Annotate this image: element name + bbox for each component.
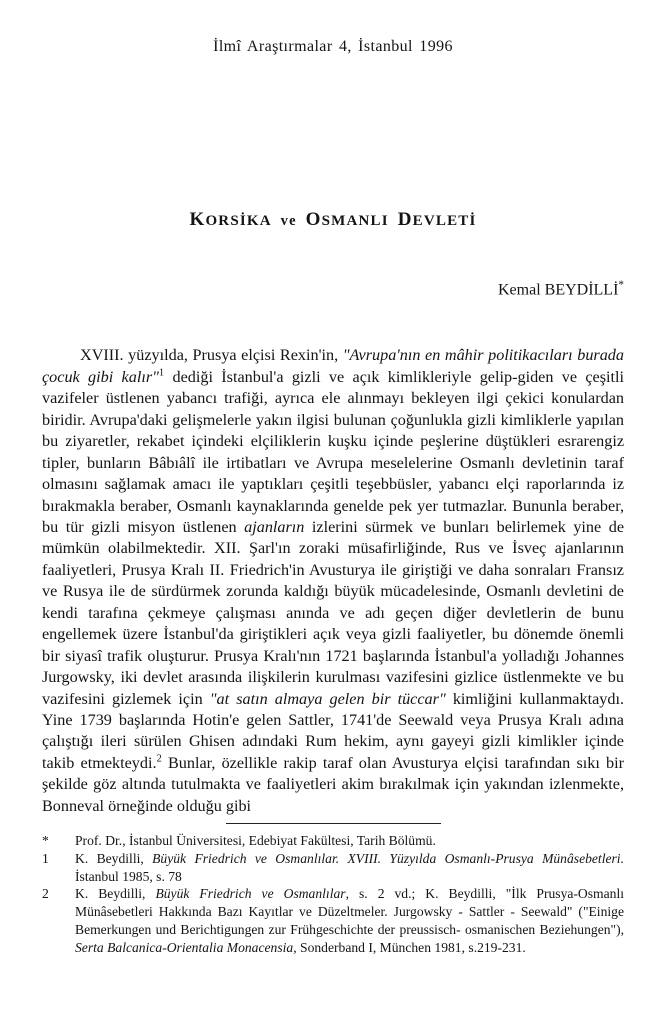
body-paragraph: XVIII. yüzyılda, Prusya elçisi Rexin'in, "Avrupa'nın en mâhir politikacıları burada çocuk gibi kalır"$^1$ dediği İstanbul'a gizli ve açık kimlikleriyle gelip-giden ve çeşitli vazifeler üstlenen yabancı trafiği, ayrıca ele alınmayı bekleyen ilgi çekici konulardan biridir. Avrupa'daki gelişmelerle yakın ilgisi bulunan çoğunlukla gizli kimliklerle yapılan bu ziyaretler, rekabet içindeki elçiliklerin kuşku içinde peşlerine düştükleri esrarengiz tipler, bunların Bâbıâlî ile irtibatları ve Avrupa meselelerine Osmanlı devletinin taraf olmasını sağlamak amacı ile yaptıkları çeşitli teşebbüsler, yabancı elçi raporlarında iz bırakmakla beraber, Osmanlı kaynaklarında genelde pek yer tutmazlar. Bununla beraber, bu tür gizli misyon üstlenen ajanların izlerini sürmek ve bunları belirlemek yine de mümkün olabilmektedir. XII. Şarl'ın zoraki müsafirliğinde, Rus ve İsveç ajanlarının faaliyetleri, Prusya Kralı II. Friedrich'in Avusturya ile giriştiği ve daha sonraları Fransız ve Rusya ile de sürdürmek zorunda kaldığı büyük mücadelesinde, Osmanlı devletini de kendi tarafına çekmeye çalışması anında ve adı geçen diğer devletlerin de bunu engellemek üzere İstanbul'da giriştikleri açık veya gizli faaliyetler, bu dönemde önemli bir siyasî trafik oluşturur. Prusya Kralı'nın 1721 başlarında İstanbul'a yolladığı Johannes Jurgowsky, iki devlet arasında ilişkilerin kurulması vazifesini gizlice üstlenmekte ve bu vazifesini gizlemek için "at satın almaya gelen bir tüccar" kimliğini kullanmaktaydı. Yine 1739 başlarında Hotin'e gelen Sattler, 1741'de Seewald veya Prusya Kralı adına çalıştığı ileri sürülen Ghisen adındaki Rum hekim, aynı gayeyi gizli kimlikler içinde takib etmekteydi.$^2$ Bunlar, özellikle rakip taraf olan Avusturya elçisi tarafından sıkı bir şekilde göz altında tutulmakta ve faaliyetleri akim bırakılmak için yakından izlenmekte, Bonneval örneğinde olduğu gibi — [42, 346, 625, 815]
footnote-item-1 — [42, 850, 624, 885]
author-footnote-marker: * — [618, 279, 624, 291]
footnotes-section — [42, 832, 624, 956]
footnote-item-2 — [42, 885, 624, 956]
footnote-marker: * — [42, 833, 49, 849]
article-title: KORSİKA ve OSMANLI DEVLETİ — [189, 209, 477, 230]
footnote-text: K. Beydilli, Büyük Friedrich ve Osmanlılar, s. 2 vd.; K. Beydilli, "İlk Prusya-Osmanlı Münâsebetleri Hakkında Bazı Kayıtlar ve Düzeltmeler. Jurgowsky - Sattler - Seewald" ("Einige Bemerkungen und Berichtigungen zur Frühgeschichte der preussisch- osmanischen Beziehungen"), Serta Balcanica-Orientalia Monacensia, Sonderband I, München 1981, s.219-231. — [75, 886, 625, 955]
footnote-marker: 1 — [42, 851, 49, 866]
footnote-text: K. Beydilli, Büyük Friedrich ve Osmanlılar. XVIII. Yüzyılda Osmanlı-Prusya Münâsebetleri. İstanbul 1985, s. 78 — [75, 851, 624, 884]
footnote-text: Prof. Dr., İstanbul Üniversitesi, Edebiyat Fakültesi, Tarih Bölümü. — [75, 833, 436, 849]
author-line — [42, 279, 624, 299]
footnote-separator — [226, 823, 441, 824]
footnote-marker: 2 — [42, 886, 49, 902]
footnote-item-star — [42, 832, 624, 850]
journal-header: İlmî Araştırmalar 4, İstanbul 1996 — [213, 38, 453, 55]
author-name: Kemal BEYDİLLİ — [498, 281, 619, 299]
